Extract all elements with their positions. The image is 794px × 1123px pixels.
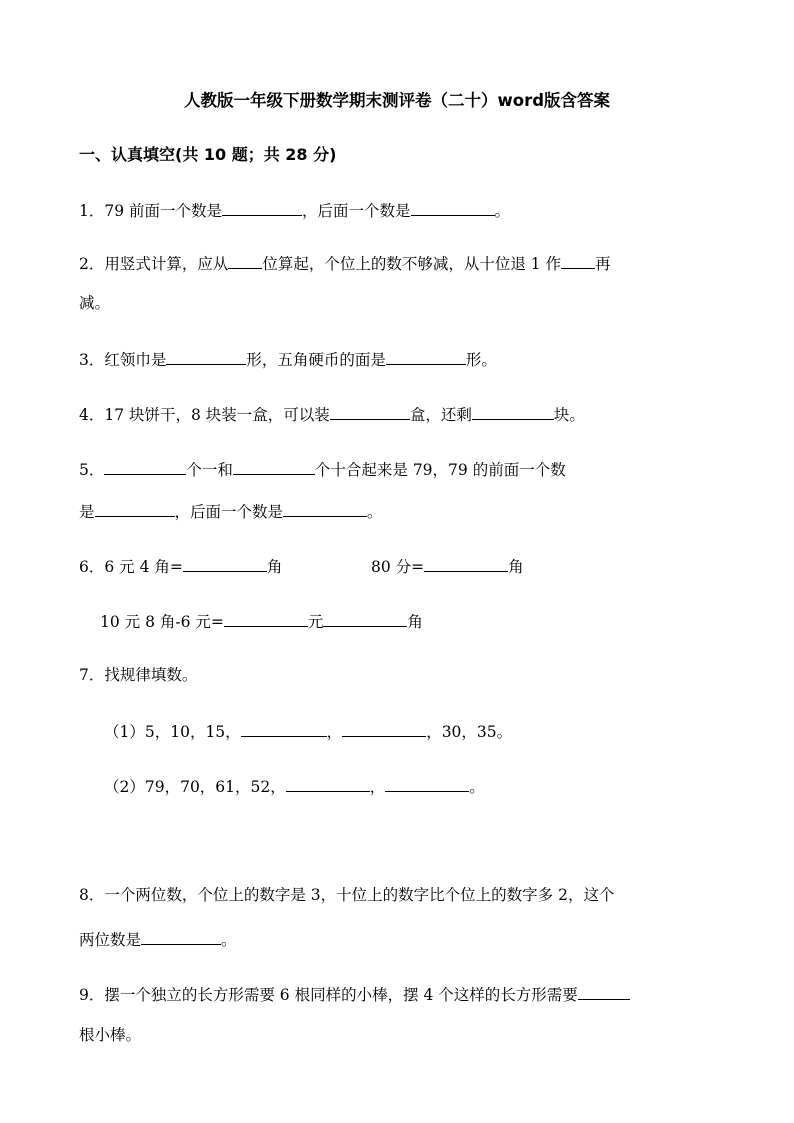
question-text: 3．红领巾是	[79, 351, 167, 369]
answer-blank[interactable]	[385, 775, 469, 792]
answer-blank[interactable]	[141, 928, 221, 945]
question-3	[79, 348, 497, 370]
question-1	[79, 199, 510, 221]
answer-blank[interactable]	[95, 500, 175, 517]
answer-blank[interactable]	[330, 403, 410, 420]
question-2	[79, 252, 611, 274]
question-text: 个一和	[186, 461, 233, 479]
question-text: 角	[407, 613, 423, 631]
question-8: 8．一个两位数，个位上的数字是 3，十位上的数字比个位上的数字多 2，这个	[79, 886, 615, 904]
question-6-part-2	[371, 555, 524, 577]
question-6	[79, 555, 282, 577]
question-text: 块。	[553, 406, 585, 424]
answer-blank[interactable]	[424, 555, 508, 572]
answer-blank[interactable]	[228, 252, 262, 269]
question-text: ，后面一个数是	[302, 202, 411, 220]
answer-blank[interactable]	[104, 458, 186, 475]
answer-blank[interactable]	[386, 348, 466, 365]
answer-blank[interactable]	[472, 403, 554, 420]
answer-blank[interactable]	[183, 555, 267, 572]
question-9	[79, 983, 630, 1005]
answer-blank[interactable]	[224, 610, 308, 627]
question-text: 5．	[79, 461, 105, 479]
answer-blank[interactable]	[222, 199, 302, 216]
question-text: 形。	[465, 351, 497, 369]
question-text: 10 元 8 角-6 元=	[100, 613, 224, 631]
answer-blank[interactable]	[166, 348, 246, 365]
question-4	[79, 403, 585, 425]
answer-blank[interactable]	[283, 500, 367, 517]
answer-blank[interactable]	[241, 720, 327, 737]
question-7-part-2	[104, 775, 485, 797]
question-text: 盒，还剩	[409, 406, 472, 424]
question-7: 7．找规律填数。	[79, 666, 198, 684]
question-text: 形，五角硬币的面是	[246, 351, 386, 369]
question-7-part-1	[104, 720, 512, 742]
question-text: ，后面一个数是	[174, 503, 284, 521]
question-text: 位算起，个位上的数不够减，从十位退 1 作	[262, 255, 562, 273]
answer-blank[interactable]	[233, 458, 315, 475]
question-text: 个十合起来是 79，79 的前面一个数	[314, 461, 566, 479]
question-text: 2．用竖式计算，应从	[79, 255, 229, 273]
question-text: 元	[307, 613, 324, 631]
answer-blank[interactable]	[342, 720, 426, 737]
question-9-continued: 根小棒。	[79, 1026, 142, 1044]
question-text: 4．17 块饼干，8 块装一盒，可以装	[79, 406, 330, 424]
question-8-continued	[79, 928, 237, 950]
question-6-part-3	[100, 610, 423, 632]
question-text: 是	[79, 503, 95, 521]
question-text: 再	[595, 255, 611, 273]
question-text: ，	[369, 778, 386, 796]
question-2-continued: 减。	[79, 294, 111, 312]
question-text: 。	[367, 503, 383, 521]
question-5	[79, 458, 566, 480]
page-title: 人教版一年级下册数学期末测评卷（二十）word版含答案	[183, 91, 611, 110]
question-text: （2）79，70，61，52，	[104, 778, 286, 796]
answer-blank[interactable]	[561, 252, 595, 269]
question-text: 角	[508, 558, 524, 576]
question-text: 6．6 元 4 角=	[79, 558, 183, 576]
question-text: 。	[469, 778, 485, 796]
section-heading: 一、认真填空(共 10 题；共 28 分)	[79, 145, 337, 164]
answer-blank[interactable]	[286, 775, 370, 792]
question-text: 。	[221, 931, 237, 949]
question-text: 两位数是	[79, 931, 142, 949]
question-5-continued	[79, 500, 383, 522]
question-text: 80 分=	[371, 558, 425, 576]
question-text: （1）5，10，15，	[104, 723, 241, 741]
question-text: 。	[494, 202, 511, 220]
answer-blank[interactable]	[323, 610, 407, 627]
question-text: 角	[266, 558, 283, 576]
question-text: ，30，35。	[426, 723, 513, 741]
question-text: 9．摆一个独立的长方形需要 6 根同样的小棒，摆 4 个这样的长方形需要	[79, 986, 578, 1004]
question-text: ，	[326, 723, 343, 741]
answer-blank[interactable]	[411, 199, 495, 216]
question-text: 1．79 前面一个数是	[79, 202, 223, 220]
answer-blank[interactable]	[578, 983, 630, 1000]
